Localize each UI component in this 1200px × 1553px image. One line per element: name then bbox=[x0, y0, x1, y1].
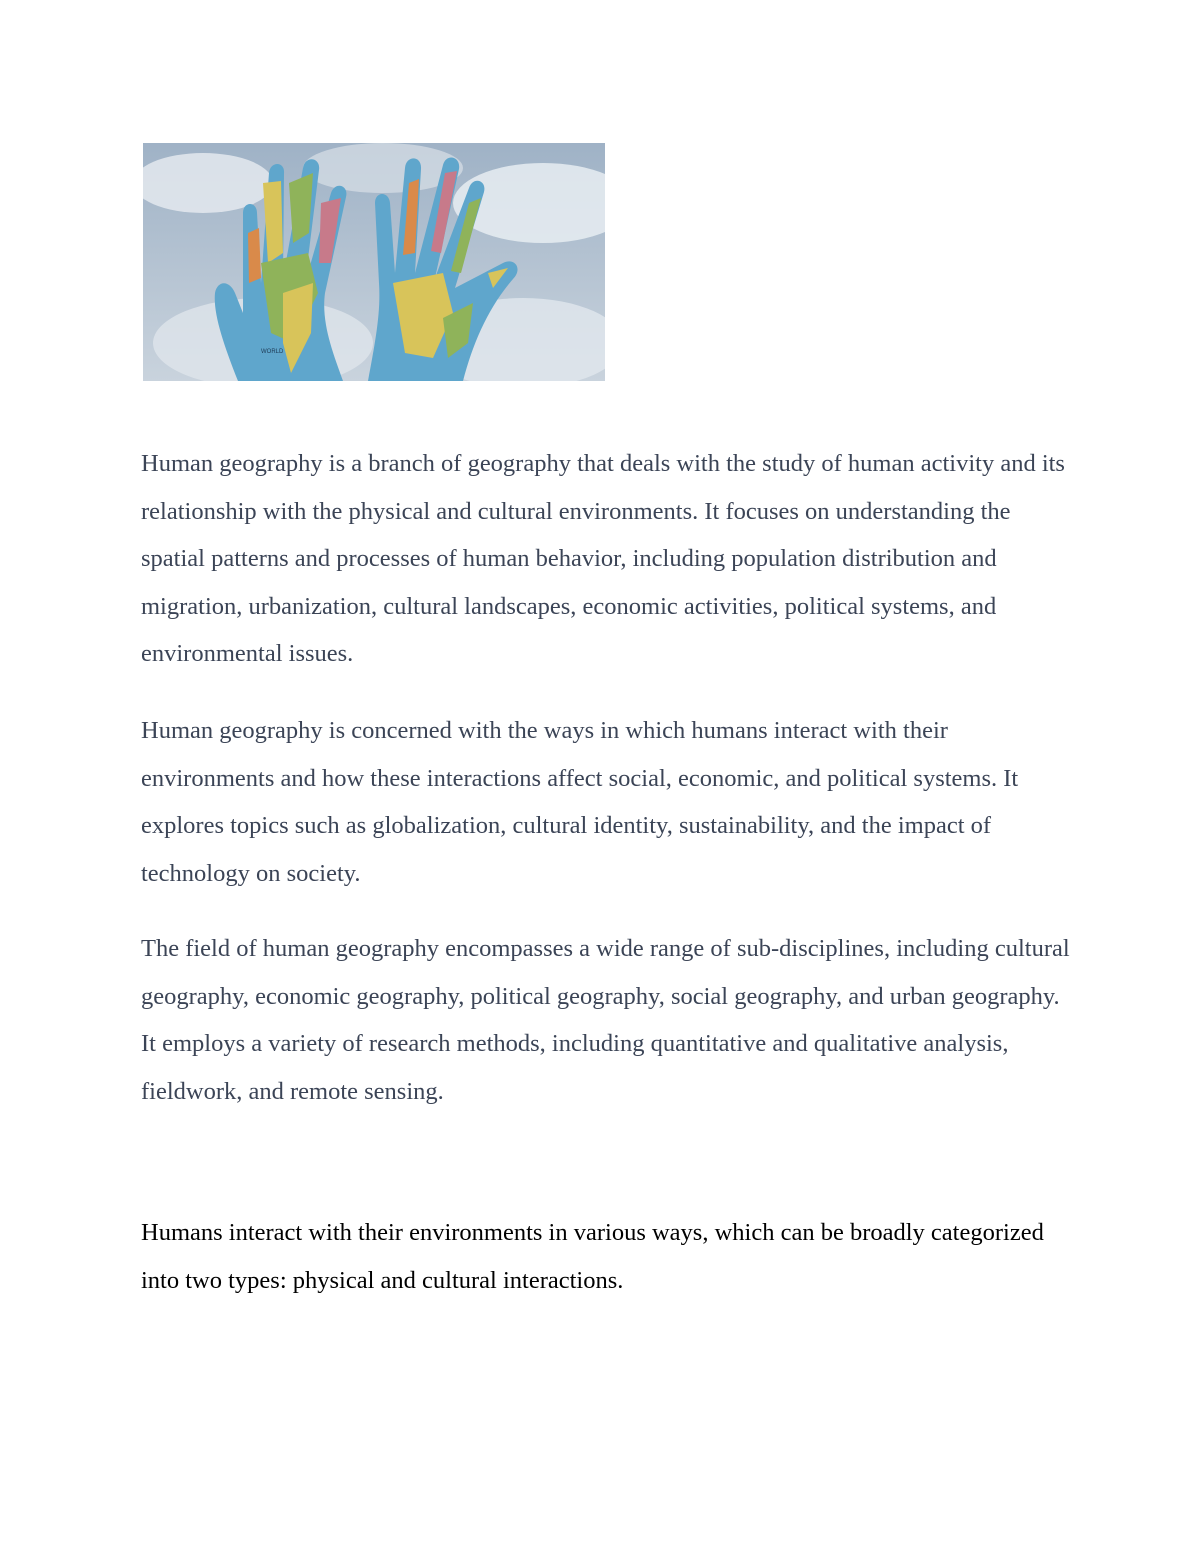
world-map-hands-icon bbox=[143, 143, 605, 381]
world-map-hands-image bbox=[143, 143, 605, 381]
world-wordmark: WORLD bbox=[261, 349, 284, 355]
paragraph-subdisciplines: The field of human geography encompasses a wide range of sub-disciplines, including cultural geography, economic geography, political geography, social geography, and urban geography. It employs a variety of research methods, including quantitative and qualitative analysis, fieldwork, and remote sensing. bbox=[141, 935, 1070, 1105]
paragraph-interaction-types: Humans interact with their environments in various ways, which can be broadly categorized into two types: physical and cultural interactions. bbox=[141, 1219, 1044, 1294]
paragraph-interactions: Human geography is concerned with the ways in which humans interact with their environments and how these interactions affect social, economic, and political systems. It explores topics such as globalization, cultural identity, sustainability, and the impact of technology on society. bbox=[141, 717, 1019, 887]
paragraph-intro: Human geography is a branch of geography that deals with the study of human activity and its relationship with the physical and cultural environments. It focuses on understanding the spatial patterns and processes of human behavior, including population distribution and migration, urbanization, cultural landscapes, economic activities, political systems, and environmental issues. bbox=[141, 450, 1065, 667]
